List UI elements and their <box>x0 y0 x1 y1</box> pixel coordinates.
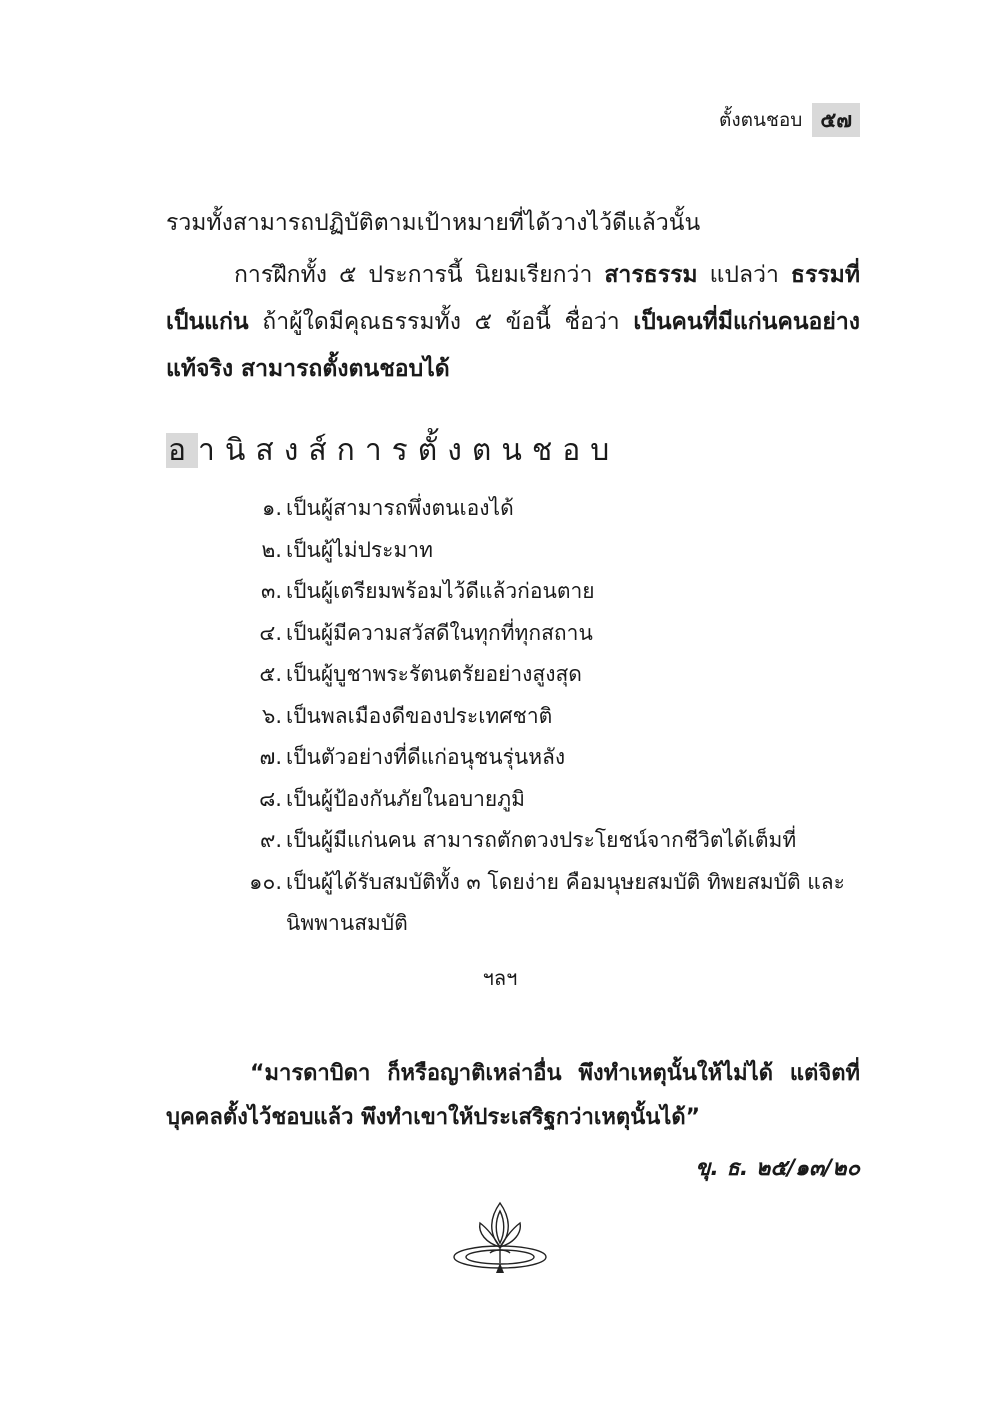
list-item <box>230 654 870 696</box>
page-number: ๕๗ <box>812 103 860 137</box>
list-item <box>230 737 870 779</box>
list-item <box>230 820 870 862</box>
header-title: ตั้งตนชอบ <box>719 109 803 131</box>
list-item-text: เป็นผู้มีความสวัสดีในทุกที่ทุกสถาน <box>286 620 593 645</box>
list-item-text: เป็นผู้ป้องกันภัยในอบายภูมิ <box>286 786 525 811</box>
section-title-rest: านิสงส์การตั้งตนชอบ <box>198 433 620 468</box>
list-item <box>230 613 870 655</box>
page-header <box>719 103 860 137</box>
list-item-number: ๓. <box>260 579 282 603</box>
list-item <box>230 530 870 572</box>
section-title <box>166 431 619 471</box>
list-item-number: ๘. <box>259 786 282 811</box>
list-item <box>230 488 870 530</box>
benefits-list <box>230 488 870 945</box>
lotus-lamp-icon <box>450 1195 550 1279</box>
list-item-number: ๔. <box>259 620 282 645</box>
list-item <box>230 862 870 945</box>
list-item-text: เป็นผู้มีแก่นคน สามารถตักตวงประโยชน์จากชีวิตได้เต็มที่ <box>286 828 797 852</box>
list-item-number: ๒. <box>261 537 282 562</box>
quote-citation: ขุ. ธ. ๒๕/๑๓/๒๐ <box>695 1156 860 1181</box>
buddhist-quote: “มารดาบิดา ก็หรือญาติเหล่าอื่น พึงทำเหตุนั้นให้ไม่ได้ แต่จิตที่บุคคลตั้งไว้ชอบแล้ว พึงทำเขาให้ประเสริฐกว่าเหตุนั้นได้” <box>166 1061 860 1130</box>
list-item-number: ๑. <box>261 496 282 520</box>
paragraph-1: รวมทั้งสามารถปฏิบัติตามเป้าหมายที่ได้วางไว้ดีแล้วนั้น <box>166 210 701 236</box>
list-item-text: เป็นผู้สามารถพึ่งตนเองได้ <box>286 496 514 520</box>
list-item-text: เป็นผู้ได้รับสมบัติทั้ง ๓ โดยง่าย คือมนุษยสมบัติ ทิพยสมบัติ และนิพพานสมบัติ <box>286 869 845 935</box>
list-item-number: ๙. <box>259 828 282 852</box>
list-item-text: เป็นผู้ไม่ประมาท <box>286 537 433 562</box>
list-item-text: เป็นผู้บูชาพระรัตนตรัยอย่างสูงสุด <box>286 662 582 686</box>
paragraph-2-bold-3: เป็นคนที่มีแก่นคนอย่างแท้จริง สามารถตั้งตนชอบได้ <box>166 309 860 382</box>
ellipsis-mark: ฯลฯ <box>482 966 518 990</box>
paragraph-2-part-3: ถ้าผู้ใดมีคุณธรรมทั้ง ๕ ข้อนี้ ชื่อว่า <box>248 309 634 335</box>
list-item-number: ๑๐. <box>249 869 282 894</box>
paragraph-2 <box>166 252 860 393</box>
list-item <box>230 779 870 821</box>
list-item-text: เป็นผู้เตรียมพร้อมไว้ดีแล้วก่อนตาย <box>286 579 595 603</box>
section-title-first-letter: อ <box>168 433 197 468</box>
list-item-text: เป็นตัวอย่างที่ดีแก่อนุชนรุ่นหลัง <box>286 745 566 769</box>
paragraph-2-bold-2: ธรรมที่เป็นแก่น <box>166 262 860 335</box>
list-item-number: ๗. <box>259 745 282 769</box>
list-item-number: ๖. <box>261 703 282 728</box>
paragraph-2-part-2: แปลว่า <box>697 262 791 288</box>
list-item <box>230 696 870 738</box>
paragraph-2-part-1: การฝึกทั้ง ๕ ประการนี้ นิยมเรียกว่า <box>234 262 605 288</box>
list-item-number: ๕. <box>259 662 282 686</box>
paragraph-2-bold-1: สารธรรม <box>604 262 698 288</box>
list-item <box>230 571 870 613</box>
list-item-text: เป็นพลเมืองดีของประเทศชาติ <box>286 703 553 728</box>
